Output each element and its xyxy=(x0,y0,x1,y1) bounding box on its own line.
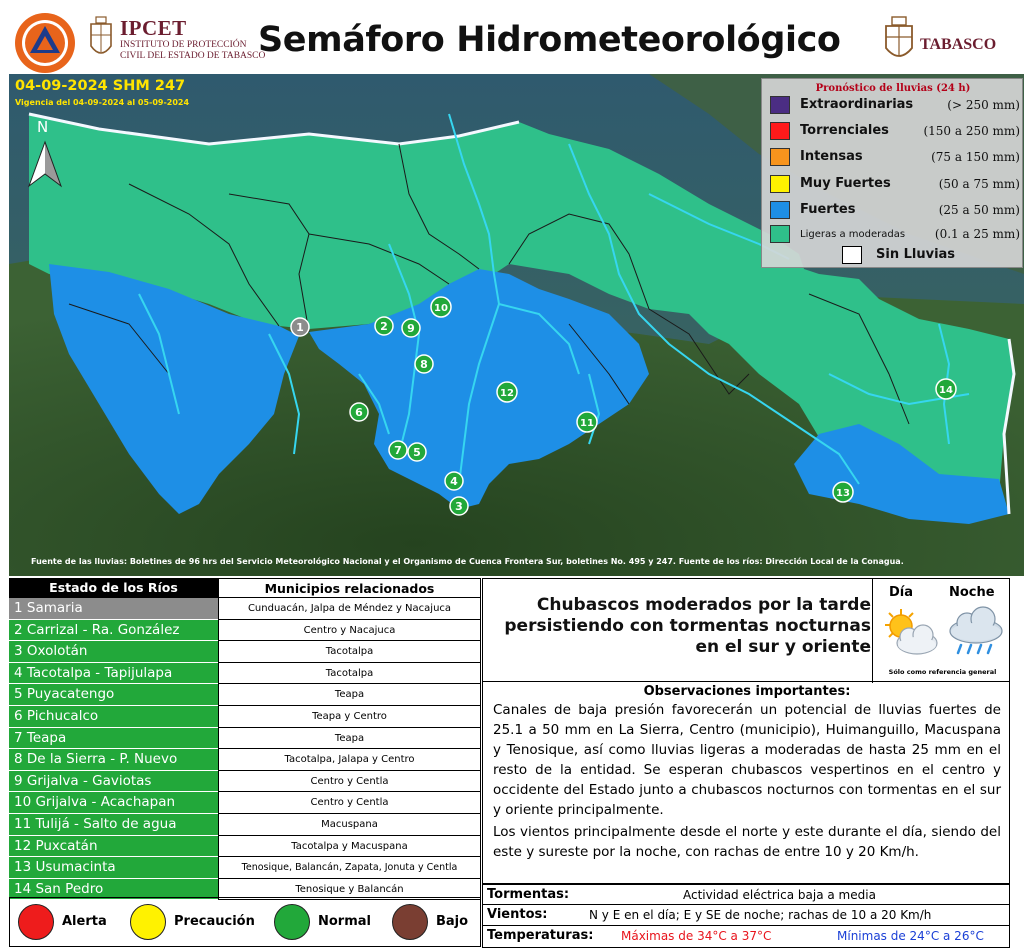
temperaturas-row xyxy=(482,926,1010,948)
forecast-summary-box xyxy=(482,578,1010,682)
temperaturas-label: Temperaturas: xyxy=(487,928,594,943)
bajo-dot-icon xyxy=(392,904,428,940)
tabasco-name: TABASCO xyxy=(920,36,997,53)
legend-range: (50 a 75 mm) xyxy=(938,177,1020,191)
legend-name: Ligeras a moderadas xyxy=(800,229,906,240)
station-7-label: 7 xyxy=(394,444,402,457)
river-name: 8 De la Sierra - P. Nuevo xyxy=(9,749,218,771)
river-municipios: Cunduacán, Jalpa de Méndez y Nacajuca xyxy=(218,598,481,620)
alerta-dot-icon xyxy=(18,904,54,940)
station-5-label: 5 xyxy=(413,446,421,459)
station-8[interactable] xyxy=(415,355,433,373)
river-municipios: Tenosique, Balancán, Zapata, Jonuta y Centla xyxy=(218,857,481,879)
night-label: Noche xyxy=(949,585,995,600)
river-name: 1 Samaria xyxy=(9,598,218,620)
station-4-label: 4 xyxy=(450,475,458,488)
legend-name: Muy Fuertes xyxy=(800,176,891,191)
legend-swatch xyxy=(770,225,790,243)
legend-swatch xyxy=(770,148,790,166)
table-row xyxy=(9,684,481,706)
status-label: Alerta xyxy=(62,914,107,929)
table-row xyxy=(9,641,481,663)
reference-note: Sólo como referencia general xyxy=(888,668,997,676)
river-name: 6 Pichucalco xyxy=(9,706,218,728)
forecast-map xyxy=(9,74,1024,576)
legend-item-torrenciales xyxy=(770,121,1020,143)
station-12[interactable] xyxy=(497,382,517,402)
table-row xyxy=(9,598,481,620)
river-status-legend xyxy=(9,897,481,947)
status-label: Precaución xyxy=(174,914,255,929)
station-1-label: 1 xyxy=(296,321,304,334)
temp-max-value: Máximas de 34°C a 37°C xyxy=(621,929,772,943)
legend-swatch xyxy=(842,246,862,264)
ipcet-name: IPCET xyxy=(120,16,187,40)
station-2[interactable] xyxy=(375,317,393,335)
station-6[interactable] xyxy=(350,403,368,421)
river-name: 7 Teapa xyxy=(9,728,218,750)
river-name: 4 Tacotalpa - Tapijulapa xyxy=(9,663,218,685)
legend-name: Intensas xyxy=(800,149,863,164)
tormentas-row xyxy=(482,884,1010,905)
river-name: 11 Tulijá - Salto de agua xyxy=(9,814,218,836)
validity-period: Vigencia del 04-09-2024 al 05-09-2024 xyxy=(15,98,190,107)
river-municipios: Macuspana xyxy=(218,814,481,836)
legend-range: (25 a 50 mm) xyxy=(938,203,1020,217)
river-name: 13 Usumacinta xyxy=(9,857,218,879)
legend-item-intensas xyxy=(770,147,1020,169)
table-row xyxy=(9,814,481,836)
legend-item-sin-lluvias xyxy=(842,245,1024,267)
station-11-label: 11 xyxy=(580,418,594,429)
river-municipios: Tenosique y Balancán xyxy=(218,879,481,901)
forecast-summary: Chubascos moderados por la tarde persistiendo con tormentas nocturnas en el sur y oriente xyxy=(504,595,871,657)
legend-range: (150 a 250 mm) xyxy=(923,124,1020,138)
river-municipios: Teapa y Centro xyxy=(218,706,481,728)
page-title: Semáforo Hidrometeorológico xyxy=(258,20,841,60)
vientos-label: Vientos: xyxy=(487,907,548,922)
station-10-label: 10 xyxy=(434,303,448,314)
weather-icons-panel xyxy=(872,579,1011,683)
header xyxy=(0,0,1024,74)
station-2-label: 2 xyxy=(380,320,388,333)
river-name: 14 San Pedro xyxy=(9,879,218,901)
north-label: N xyxy=(37,118,49,136)
observations-title: Observaciones importantes: xyxy=(643,684,851,699)
precaucion-dot-icon xyxy=(130,904,166,940)
river-municipios: Centro y Centla xyxy=(218,771,481,793)
vientos-row xyxy=(482,905,1010,926)
observations-paragraph-1: Canales de baja presión favorecerán un potencial de lluvias fuertes de 25.1 a 50 mm en La Sierra, Centro (municipio), Huimanguillo, Macuspana y Tenosique, así como lluvias ligeras a moderadas de hasta 25 mm en el resto de la entidad. Se esperan chubascos vespertinos en el centro y occidente del Estado junto a chubascos nocturnos con tormentas en el sur y oriente principalmente. xyxy=(493,702,1001,818)
observations-paragraph-2: Los vientos principalmente desde el norte y este durante el día, siendo del este y sureste por la noche, con rachas de entre 10 y 20 Km/h. xyxy=(493,824,1001,860)
status-label: Normal xyxy=(318,914,371,929)
river-municipios: Tacotalpa xyxy=(218,663,481,685)
ipcet-shield-icon xyxy=(88,16,114,60)
legend-range: (0.1 a 25 mm) xyxy=(934,227,1020,241)
table-row xyxy=(9,857,481,879)
bulletin-date-title: 04-09-2024 SHM 247 xyxy=(15,78,186,94)
legend-range: (75 a 150 mm) xyxy=(931,150,1020,164)
table-row xyxy=(9,620,481,642)
river-name: 2 Carrizal - Ra. González xyxy=(9,620,218,642)
station-12-label: 12 xyxy=(500,388,514,399)
station-13-label: 13 xyxy=(836,488,850,499)
legend-swatch xyxy=(770,175,790,193)
table-row xyxy=(9,663,481,685)
legend-name: Sin Lluvias xyxy=(876,247,956,262)
observations-box xyxy=(482,682,1010,884)
river-name: 10 Grijalva - Acachapan xyxy=(9,792,218,814)
table-row xyxy=(9,836,481,858)
station-14-label: 14 xyxy=(939,385,953,396)
station-4[interactable] xyxy=(445,472,463,490)
map-source-note: Fuente de las lluvias: Boletines de 96 hrs del Servicio Meteorológico Nacional y el Organismo de Cuenca Frontera Sur, boletines No. 495 y 247. Fuente de los ríos: Dirección Local de la Conagua. xyxy=(31,557,904,566)
table-row xyxy=(9,749,481,771)
legend-name: Extraordinarias xyxy=(800,97,914,112)
legend-name: Fuertes xyxy=(800,202,856,217)
station-3[interactable] xyxy=(450,497,468,515)
river-municipios: Centro y Centla xyxy=(218,792,481,814)
station-5[interactable] xyxy=(408,443,426,461)
vientos-value: N y E en el día; E y SE de noche; rachas de 10 a 20 Km/h xyxy=(589,908,932,922)
municipios-header: Municipios relacionados xyxy=(218,578,481,598)
tormentas-label: Tormentas: xyxy=(487,887,570,902)
proteccion-civil-logo-icon xyxy=(14,12,76,74)
station-10[interactable] xyxy=(431,297,451,317)
river-name: 12 Puxcatán xyxy=(9,836,218,858)
legend-swatch xyxy=(770,96,790,114)
station-6-label: 6 xyxy=(355,406,363,419)
table-row xyxy=(9,792,481,814)
rain-cloud-icon xyxy=(945,605,1007,659)
tabasco-shield-icon xyxy=(882,16,916,64)
station-9[interactable] xyxy=(402,319,420,337)
station-8-label: 8 xyxy=(420,358,428,371)
river-municipios: Centro y Nacajuca xyxy=(218,620,481,642)
table-row xyxy=(9,728,481,750)
legend-swatch xyxy=(770,122,790,140)
station-3-label: 3 xyxy=(455,500,463,513)
station-7[interactable] xyxy=(389,441,407,459)
tormentas-value: Actividad eléctrica baja a media xyxy=(683,888,876,902)
legend-range: (> 250 mm) xyxy=(947,98,1020,112)
table-row xyxy=(9,771,481,793)
legend-title: Pronóstico de lluvias (24 h) xyxy=(815,83,971,94)
temp-min-value: Mínimas de 24°C a 26°C xyxy=(837,929,984,943)
station-13[interactable] xyxy=(833,482,853,502)
river-municipios: Tacotalpa y Macuspana xyxy=(218,836,481,858)
legend-item-fuertes xyxy=(770,200,1020,222)
status-label: Bajo xyxy=(436,914,469,929)
station-14[interactable] xyxy=(936,379,956,399)
normal-dot-icon xyxy=(274,904,310,940)
river-municipios: Teapa xyxy=(218,728,481,750)
station-1[interactable] xyxy=(291,318,309,336)
legend-item-extraordinarias xyxy=(770,95,1020,117)
station-9-label: 9 xyxy=(407,322,415,335)
legend-name: Torrenciales xyxy=(800,123,889,138)
table-row xyxy=(9,706,481,728)
station-11[interactable] xyxy=(577,412,597,432)
rivers-header: Estado de los Ríos xyxy=(9,578,218,598)
river-municipios: Tacotalpa xyxy=(218,641,481,663)
legend-item-muy-fuertes xyxy=(770,174,1020,196)
river-municipios: Tacotalpa, Jalapa y Centro xyxy=(218,749,481,771)
river-name: 9 Grijalva - Gaviotas xyxy=(9,771,218,793)
sun-cloud-icon xyxy=(879,607,941,659)
river-municipios: Teapa xyxy=(218,684,481,706)
day-label: Día xyxy=(889,585,914,600)
legend-item-ligeras xyxy=(770,224,1020,246)
legend-swatch xyxy=(770,201,790,219)
rainfall-legend xyxy=(761,78,1023,268)
river-name: 3 Oxolotán xyxy=(9,641,218,663)
river-name: 5 Puyacatengo xyxy=(9,684,218,706)
ipcet-subtitle: INSTITUTO DE PROTECCIÓN CIVIL DEL ESTADO DE TABASCO xyxy=(120,40,266,61)
